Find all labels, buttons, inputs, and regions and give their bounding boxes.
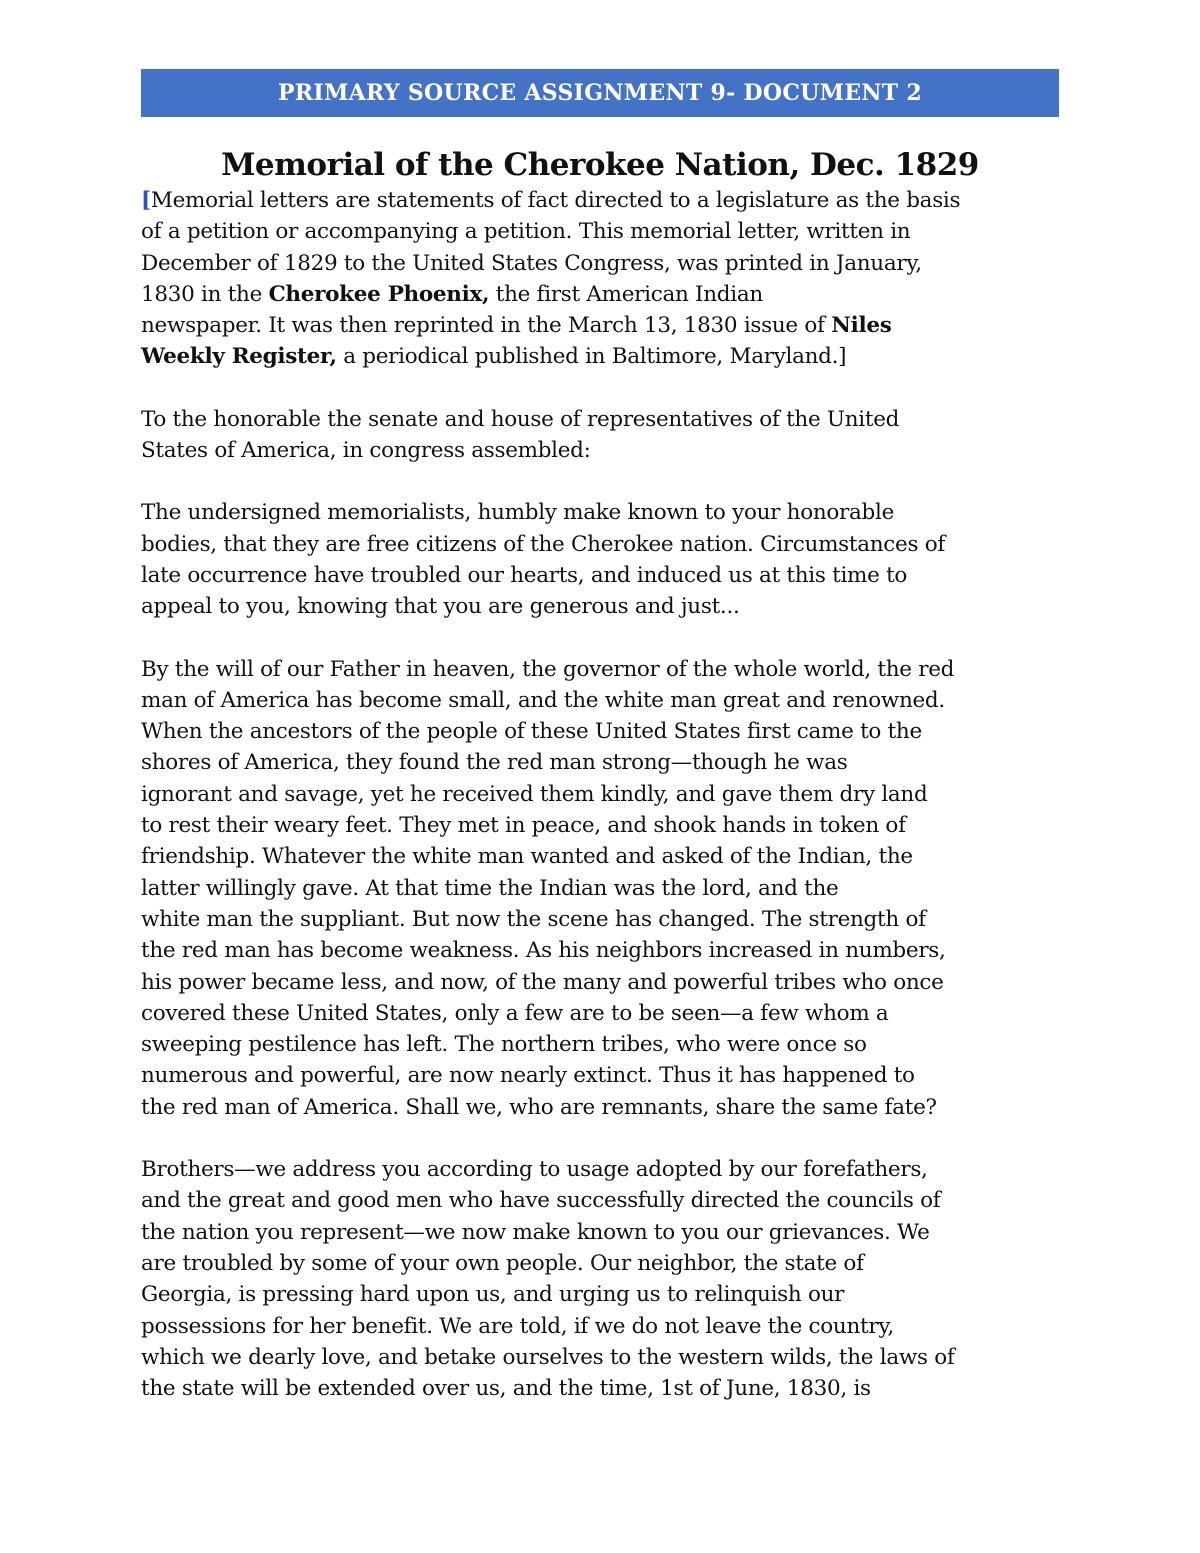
newspaper-name-cherokee-phoenix: Cherokee Phoenix, [268,281,490,307]
salutation-line: States of America, in congress assembled: [141,438,591,464]
intro-text: the first American Indian [489,281,763,307]
paragraph-line: the red man of America. Shall we, who are remnants, share the same fate? [141,1094,937,1120]
paragraph-line: The undersigned memorialists, humbly make known to your honorable [141,500,894,526]
document-title: Memorial of the Cherokee Nation, Dec. 1829 [221,147,979,183]
paragraph-line: appeal to you, knowing that you are generous and just... [141,594,740,620]
paragraph-line: sweeping pestilence has left. The northern tribes, who were once so [141,1032,867,1058]
intro-line: December of 1829 to the United States Congress, was printed in January, [141,250,922,276]
paragraph-line: the red man has become weakness. As his neighbors increased in numbers, [141,938,946,964]
periodical-name-niles: Niles [831,313,892,339]
paragraph-line: the state will be extended over us, and the time, 1st of June, 1830, is [141,1376,871,1402]
intro-text: a periodical published in Baltimore, Maryland.] [336,344,847,370]
memorial-paragraph-2 [141,654,1059,1123]
paragraph-line: latter willingly gave. At that time the Indian was the lord, and the [141,875,839,901]
intro-text: 1830 in the [141,281,269,307]
paragraph-line: possessions for her benefit. We are told, if we do not leave the country, [141,1313,894,1339]
document-page [141,69,1059,1404]
paragraph-line: man of America has become small, and the white man great and renowned. [141,687,945,713]
paragraph-line: his power became less, and now, of the many and powerful tribes who once [141,969,944,995]
paragraph-line: When the ancestors of the people of these United States first came to the [141,719,922,745]
open-bracket: [ [141,188,151,213]
intro-line [141,310,1059,341]
intro-line [141,279,1059,310]
paragraph-line: friendship. Whatever the white man wanted and asked of the Indian, the [141,844,913,870]
paragraph-line: are troubled by some of your own people. Our neighbor, the state of [141,1250,864,1276]
intro-line [141,341,1059,372]
intro-text: Memorial letters are statements of fact directed to a legislature as the basis [150,188,961,213]
paragraph-line: covered these United States, only a few are to be seen—a few whom a [141,1000,889,1026]
salutation-paragraph [141,404,1059,467]
paragraph-line: and the great and good men who have successfully directed the councils of [141,1188,941,1214]
paragraph-line: numerous and powerful, are now nearly extinct. Thus it has happened to [141,1063,915,1089]
paragraph-line: Brothers—we address you according to usage adopted by our forefathers, [141,1157,928,1183]
intro-line: of a petition or accompanying a petition. This memorial letter, written in [141,219,911,245]
banner-label: PRIMARY SOURCE ASSIGNMENT 9- DOCUMENT 2 [277,80,923,106]
intro-note [141,185,1059,373]
paragraph-line: which we dearly love, and betake ourselves to the western wilds, the laws of [141,1344,955,1370]
paragraph-line: ignorant and savage, yet he received them kindly, and gave them dry land [141,781,928,807]
paragraph-line: to rest their weary feet. They met in peace, and shook hands in token of [141,813,906,839]
paragraph-line: bodies, that they are free citizens of the Cherokee nation. Circumstances of [141,531,946,557]
assignment-banner [141,69,1059,117]
salutation-line: To the honorable the senate and house of representatives of the United [141,406,900,432]
paragraph-line: Georgia, is pressing hard upon us, and urging us to relinquish our [141,1282,845,1308]
memorial-paragraph-3 [141,1154,1059,1404]
paragraph-line: shores of America, they found the red man strong—though he was [141,750,848,776]
intro-text: newspaper. It was then reprinted in the March 13, 1830 issue of [141,313,832,339]
memorial-paragraph-1 [141,497,1059,622]
paragraph-line: white man the suppliant. But now the scene has changed. The strength of [141,906,926,932]
paragraph-line: the nation you represent—we now make known to you our grievances. We [141,1219,930,1245]
periodical-name-weekly-register: Weekly Register, [141,344,337,370]
intro-line [141,185,1059,216]
paragraph-line: By the will of our Father in heaven, the governor of the whole world, the red [141,656,955,682]
paragraph-line: late occurrence have troubled our hearts, and induced us at this time to [141,562,908,588]
